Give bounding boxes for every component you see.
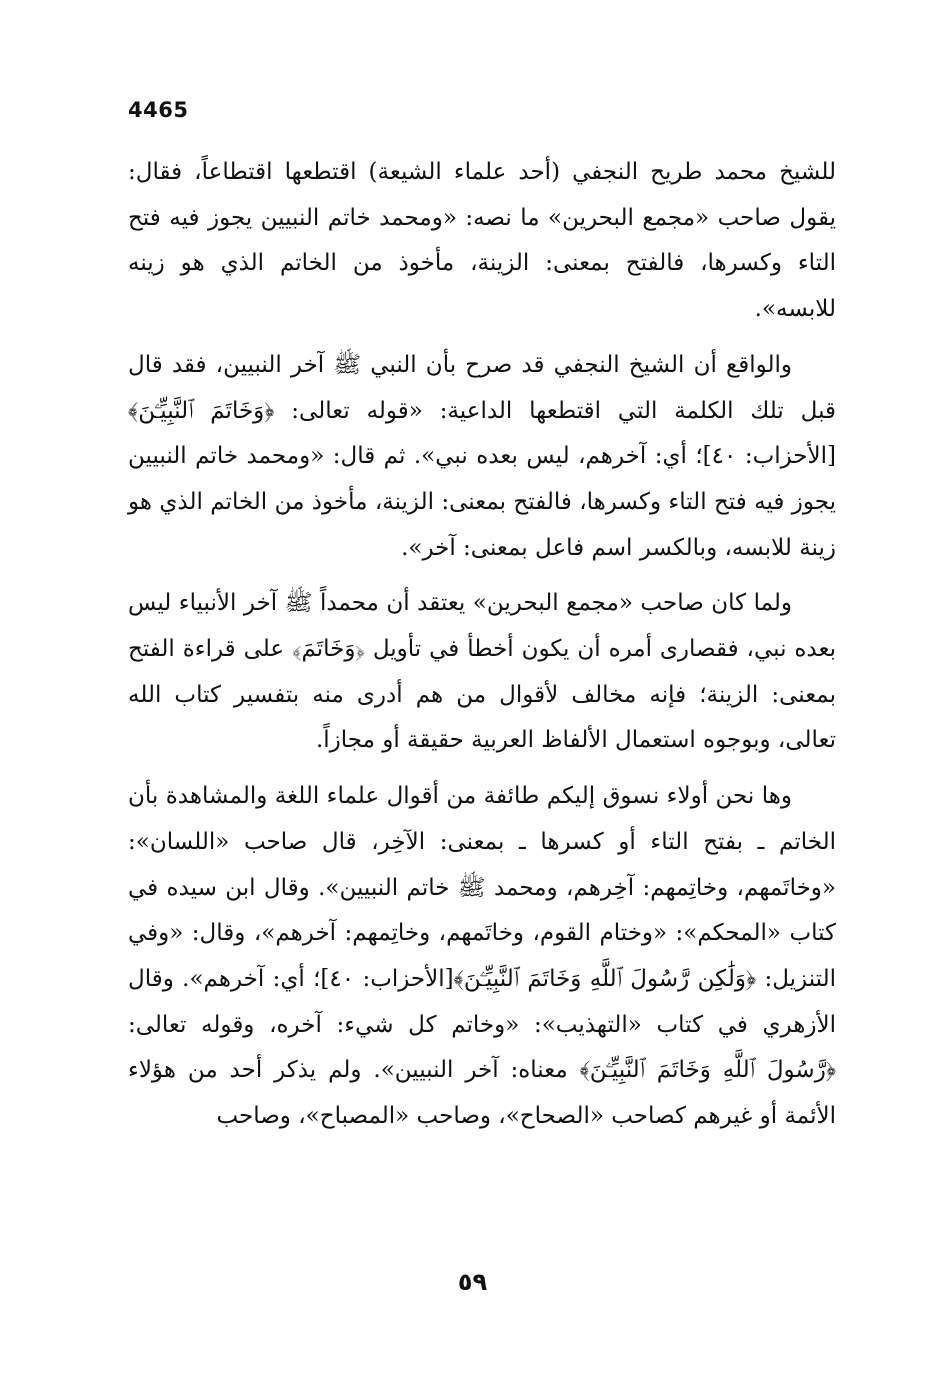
body-text [128, 150, 836, 1140]
page-id: 4465 [128, 98, 189, 122]
page-number: ٥٩ [457, 1268, 488, 1296]
paragraph-3: ولما كان صاحب «مجمع البحرين» يعتقد أن محمداً ﷺ آخر الأنبياء ليس بعده نبي، فقصارى أمره أن يكون أخطأ في تأويل ﴿وَخَاتَمَ﴾ على قراءة الفتح بمعنى: الزينة؛ فإنه مخالف لأقوال من هم أدرى منه بتفسير كتاب الله تعالى، وبوجوه استعمال الألفاظ العربية حقيقة أو مجازاً. [128, 590, 836, 754]
paragraph-4: وها نحن أولاء نسوق إليكم طائفة من أقوال علماء اللغة والمشاهدة بأن الخاتم ـ بفتح التاء أو كسرها ـ بمعنى: الآخِر، قال صاحب «اللسان»: «وخاتَمهم، وخاتِمهم: آخِرهم، ومحمد ﷺ خاتم النبيين». وقال ابن سيده في كتاب «المحكم»: «وختام القوم، وخاتَمهم، وخاتِمهم: آخرهم»، وقال: «وفي التنزيل: ﴿وَلَٰكِن رَّسُولَ ٱللَّهِ وَخَاتَمَ ٱلنَّبِيِّـۧنَ﴾[الأحزاب: ٤٠]؛ أي: آخرهم». وقال الأزهري في كتاب «التهذيب»: «وخاتم كل شيء: آخره، وقوله تعالى: ﴿رَّسُولَ ٱللَّهِ وَخَاتَمَ ٱلنَّبِيِّـۧنَ﴾ معناه: آخر النبيين». ولم يذكر أحد من هؤلاء الأئمة أو غيرهم كصاحب «الصحاح»، وصاحب «المصباح»، وصاحب [128, 783, 836, 1130]
paragraph-2: والواقع أن الشيخ النجفي قد صرح بأن النبي ﷺ آخر النبيين، فقد قال قبل تلك الكلمة التي اقتطعها الداعية: «قوله تعالى: ﴿وَخَاتَمَ ٱلنَّبِيِّـۧنَ﴾[الأحزاب: ٤٠]؛ أي: آخرهم، ليس بعده نبي». ثم قال: «ومحمد خاتم النبيين يجوز فيه فتح التاء وكسرها، فالفتح بمعنى: الزينة، مأخوذ من الخاتم الذي هو زينة للابسه، وبالكسر اسم فاعل بمعنى: آخر». [128, 351, 836, 561]
paragraph-1: للشيخ محمد طريح النجفي (أحد علماء الشيعة) اقتطعها اقتطاعاً، فقال: يقول صاحب «مجمع البحرين» ما نصه: «ومحمد خاتم النبيين يجوز فيه فتح التاء وكسرها، فالفتح بمعنى: الزينة، مأخوذ من الخاتم الذي هو زينه للابسه». [128, 159, 836, 323]
